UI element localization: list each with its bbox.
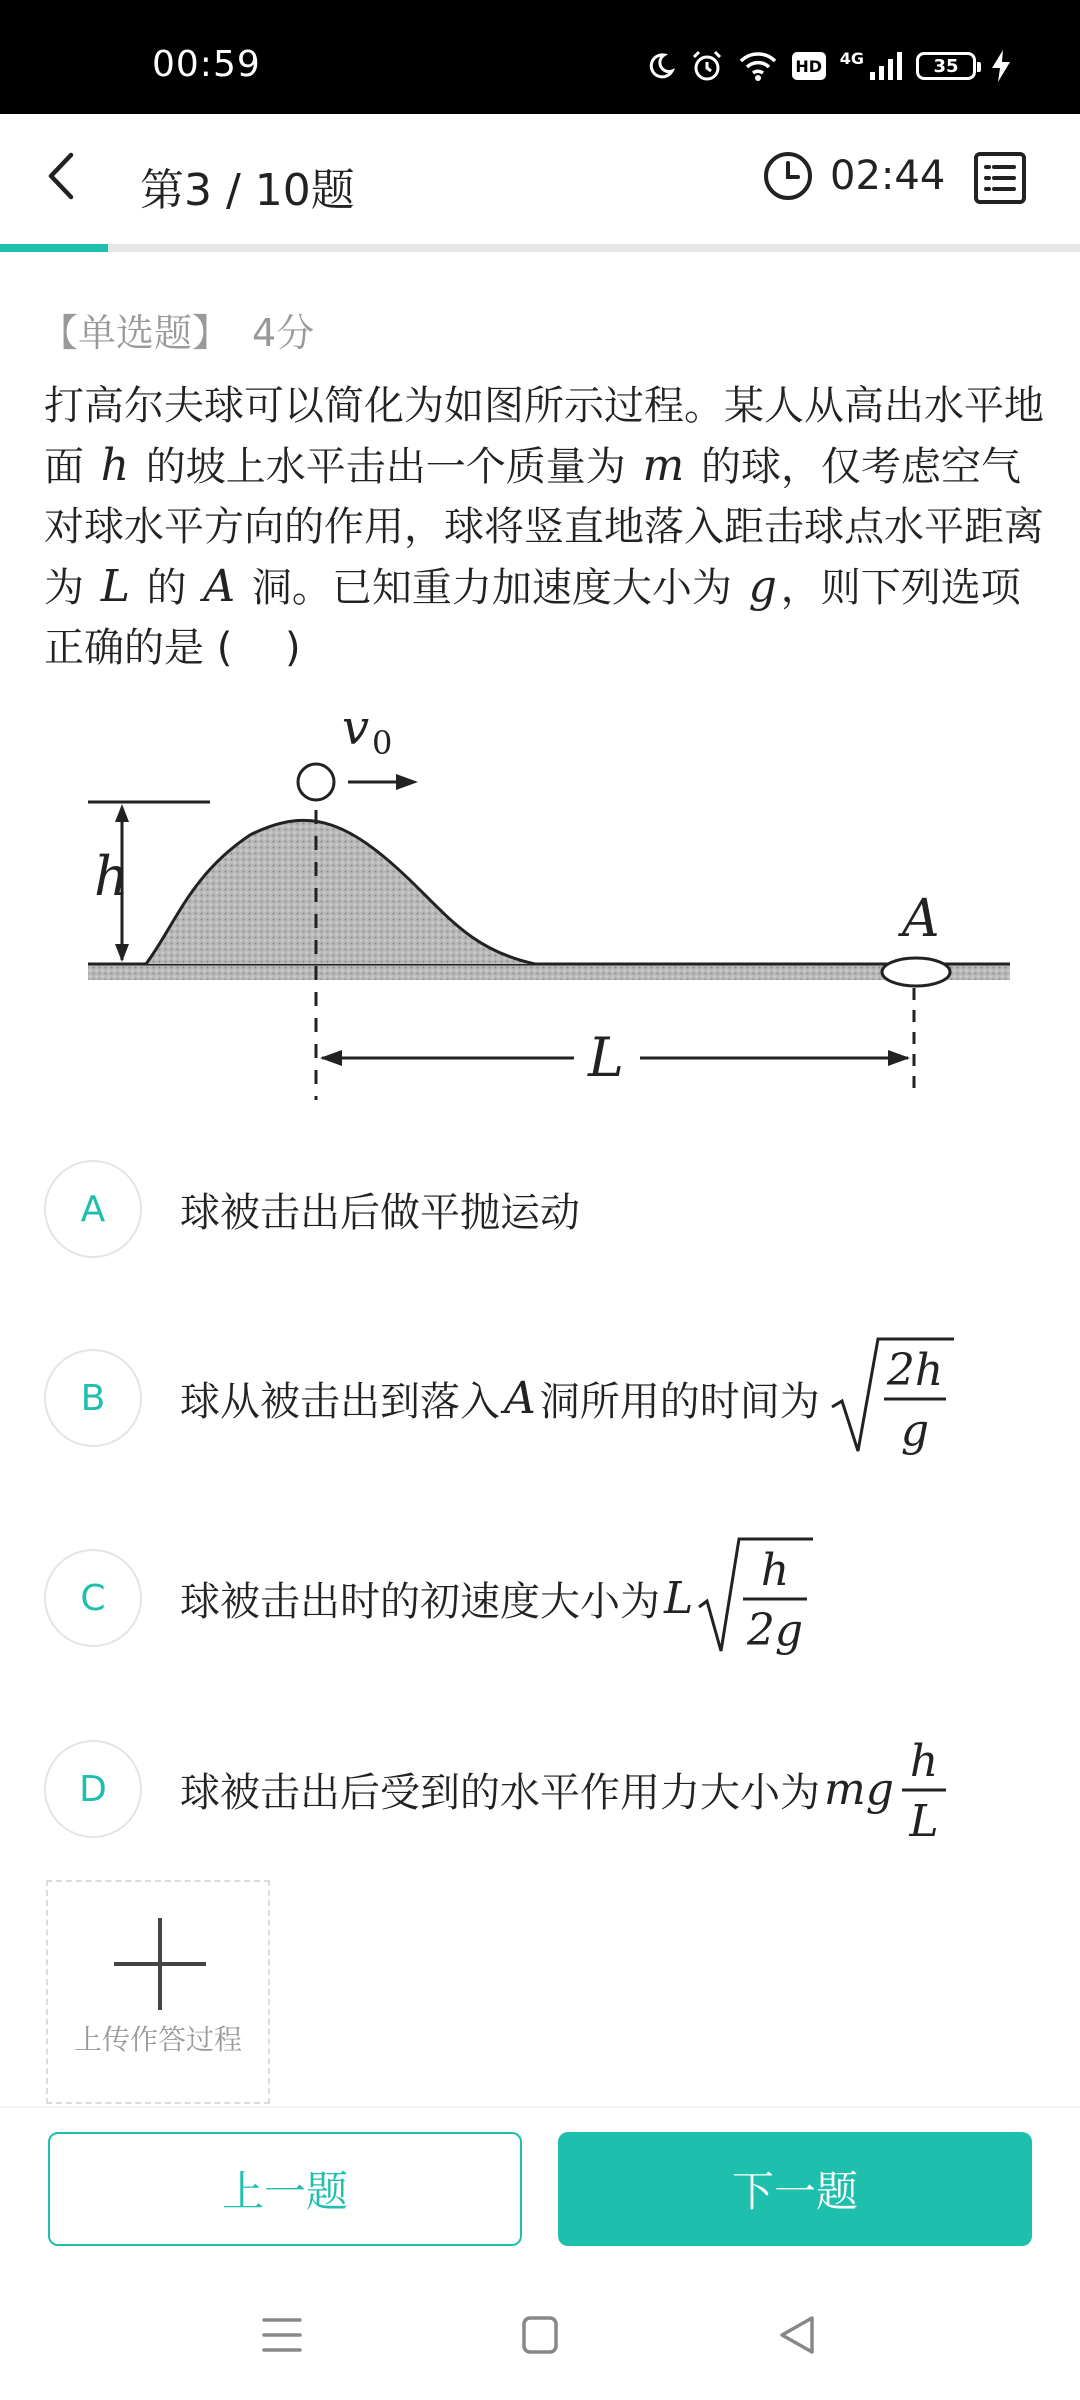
golf-diagram bbox=[80, 690, 1020, 1110]
question-text-part: ，则下列选项正确的是 ( ) bbox=[44, 565, 1021, 671]
label-A: A bbox=[902, 889, 940, 949]
question-meta bbox=[40, 302, 314, 357]
option-b[interactable] bbox=[44, 1333, 1044, 1463]
status-bar bbox=[0, 0, 1080, 114]
option-a-text bbox=[180, 1181, 580, 1238]
label-h: h bbox=[94, 845, 129, 908]
variable-L: L bbox=[100, 561, 130, 612]
variable-h: h bbox=[100, 440, 130, 491]
hill bbox=[146, 820, 535, 964]
question-progress-text: 第3 / 10题 bbox=[140, 165, 355, 216]
clock-icon bbox=[762, 150, 814, 202]
formula-numerator: 2h bbox=[886, 1345, 943, 1396]
sqrt-formula bbox=[828, 1333, 956, 1463]
option-text: 球从被击出到落入 bbox=[180, 1378, 500, 1425]
golf-ball bbox=[298, 764, 334, 800]
option-c[interactable] bbox=[44, 1533, 1044, 1663]
back-button[interactable] bbox=[30, 146, 90, 206]
variable-L: L bbox=[664, 1572, 694, 1624]
next-question-button[interactable]: 下一题 bbox=[558, 2132, 1032, 2246]
bottom-divider bbox=[0, 2106, 1080, 2108]
option-text: 洞所用的时间为 bbox=[539, 1378, 820, 1425]
formula-numerator: h bbox=[761, 1545, 790, 1596]
ground bbox=[88, 964, 1010, 980]
header bbox=[0, 114, 1080, 244]
variable-m: m bbox=[642, 440, 685, 491]
option-text: 球被击出时的初速度大小为 bbox=[180, 1578, 660, 1625]
option-a[interactable] bbox=[44, 1160, 1044, 1258]
timer bbox=[762, 150, 945, 202]
prev-question-button[interactable]: 上一题 bbox=[48, 2132, 522, 2246]
moon-icon bbox=[646, 51, 676, 81]
question-text bbox=[44, 376, 1044, 678]
signal-icon bbox=[868, 50, 902, 82]
upload-label: 上传作答过程 bbox=[73, 2023, 242, 2056]
label-v: v bbox=[342, 700, 370, 756]
system-nav-bar bbox=[0, 2270, 1080, 2400]
option-d-text bbox=[180, 1724, 950, 1854]
question-list-button[interactable] bbox=[972, 150, 1028, 206]
question-text-part: 洞。已知重力加速度大小为 bbox=[239, 565, 745, 611]
formula-numerator: h bbox=[909, 1736, 939, 1787]
back-nav-icon[interactable] bbox=[768, 2310, 828, 2360]
option-text: 球被击出后受到的水平作用力大小为 bbox=[180, 1769, 820, 1816]
option-b-text bbox=[180, 1333, 956, 1463]
formula-denominator: 2g bbox=[747, 1605, 804, 1656]
plus-icon bbox=[112, 1916, 208, 2012]
formula-denominator: g bbox=[900, 1405, 929, 1456]
label-L: L bbox=[588, 1026, 624, 1089]
variable-mg: mg bbox=[824, 1763, 894, 1815]
wifi-icon bbox=[738, 50, 778, 82]
option-d[interactable] bbox=[44, 1724, 1044, 1854]
status-time: 00:59 bbox=[152, 44, 261, 85]
sqrt-formula bbox=[697, 1533, 815, 1663]
option-text: 球被击出后做平抛运动 bbox=[180, 1189, 580, 1236]
upload-answer-button[interactable] bbox=[46, 1880, 270, 2104]
variable-A: A bbox=[504, 1372, 536, 1424]
question-text-part: 打高尔夫球可以简化为如图所示过程。某人从高出水平地面 bbox=[44, 383, 1044, 490]
option-b-circle[interactable]: B bbox=[44, 1349, 142, 1447]
variable-A: A bbox=[203, 561, 236, 612]
option-c-text bbox=[180, 1533, 815, 1663]
network-type-label: 4G bbox=[839, 48, 864, 68]
progress-bar-fill bbox=[0, 244, 108, 252]
battery-icon: 35 bbox=[916, 52, 976, 80]
question-score: 4分 bbox=[252, 311, 315, 355]
status-icons bbox=[646, 46, 1012, 86]
option-a-circle[interactable]: A bbox=[44, 1160, 142, 1258]
progress-bar bbox=[0, 244, 1080, 252]
menu-icon[interactable] bbox=[252, 2310, 312, 2360]
chevron-left-icon bbox=[43, 151, 77, 201]
list-icon bbox=[972, 150, 1028, 206]
label-v-sub: 0 bbox=[372, 724, 393, 762]
question-text-part: 的球，仅考虑空气对球水平方向的作用，球将竖直地落入距击球点水平距离为 bbox=[44, 444, 1044, 611]
variable-g: g bbox=[748, 561, 777, 612]
charging-icon bbox=[990, 49, 1012, 83]
option-d-circle[interactable]: D bbox=[44, 1740, 142, 1838]
hd-icon: HD bbox=[792, 52, 826, 80]
question-text-part: 的 bbox=[133, 565, 200, 611]
question-text-part: 的坡上水平击出一个质量为 bbox=[133, 444, 639, 490]
formula-denominator: L bbox=[909, 1796, 939, 1847]
alarm-icon bbox=[690, 49, 724, 83]
question-type-label: 【单选题】 bbox=[40, 311, 231, 355]
home-icon[interactable] bbox=[510, 2310, 570, 2360]
option-c-circle[interactable]: C bbox=[44, 1549, 142, 1647]
hole-A bbox=[882, 958, 950, 986]
timer-value: 02:44 bbox=[830, 153, 946, 199]
fraction-formula bbox=[898, 1724, 950, 1854]
